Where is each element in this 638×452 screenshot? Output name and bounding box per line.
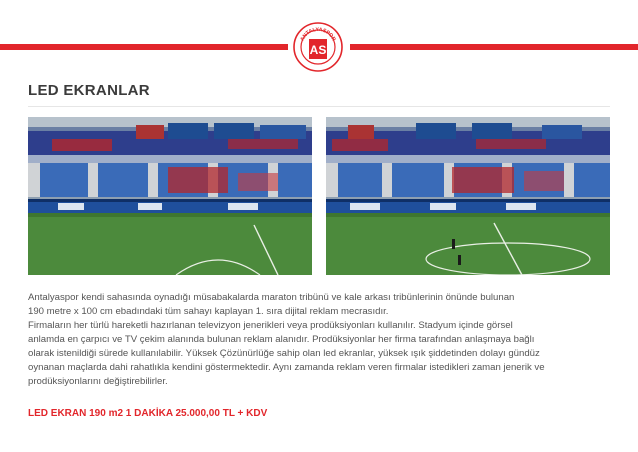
stadium-photo-left [28,117,312,275]
price-label: LED EKRAN 190 m2 1 DAKİKA 25.000,00 TL + KDV [28,408,268,419]
title-divider [28,106,610,107]
stadium-photo-right [326,117,610,275]
description-line-5: olarak istenildiği sürede kullanılabilir. Yüksek Çözünürlüğe sahip olan led ekranlar, yüksek ışık şiddetinden dolayı gündüz [28,348,540,359]
description-line-6: oynanan maçlarda dahi rahatlıkla kendini göstermektedir. Aynı zamanda reklam veren firmalar istedikleri zaman jenerik ve [28,362,545,373]
description-line-4: anlamda en çarpıcı ve TV çekim alanında bulunan reklam alanıdır. Prodüksiyonlar her firma tarafından anlaşmaya bağlı [28,334,535,345]
antalyaspor-logo [293,22,343,72]
description-text [28,291,618,389]
description-line-1: Antalyaspor kendi sahasında oynadığı müsabakalarda maraton tribünü ve kale arkası tribünlerinin önünde bulunan [28,292,515,303]
description-line-7: prodüksiyonlarını değiştirebilirler. [28,376,168,387]
logo-ring-text: ANTALYASPOR [299,26,337,43]
logo-letters: AS [309,43,327,57]
header-red-line-left [0,44,288,50]
description-line-3: Firmaların her türlü hareketli hazırlanan televizyon jenerikleri veya prodüksiyonları kullanılır. Stadyum içinde görsel [28,320,513,331]
description-line-2: 190 metre x 100 cm ebadındaki tüm sahayı kaplayan 1. sıra dijital reklam mecrasıdır. [28,306,389,317]
page-title: LED EKRANLAR [28,82,150,99]
header-red-line-right [350,44,638,50]
